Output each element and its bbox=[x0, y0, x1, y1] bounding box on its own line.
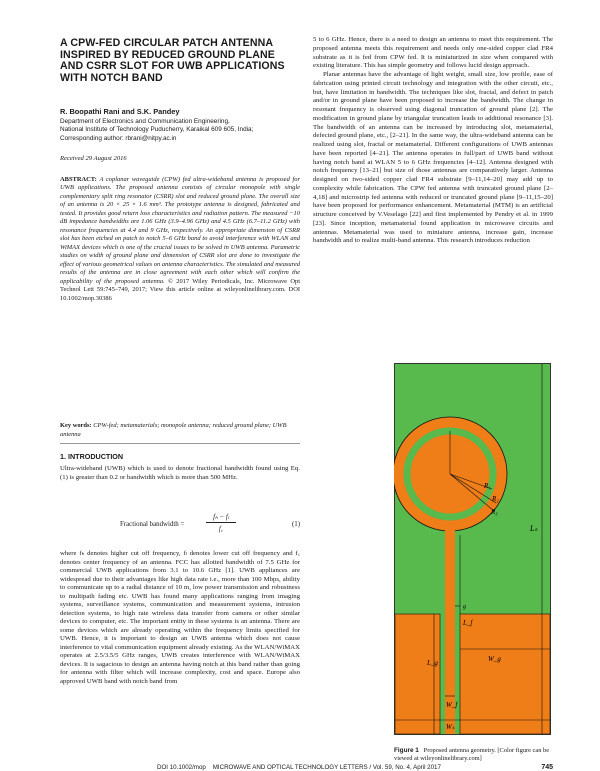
label-g: g bbox=[463, 604, 466, 610]
equation-numerator: fₕ − fₗ bbox=[206, 513, 236, 523]
figure-caption-label: Figure 1 bbox=[394, 747, 419, 754]
authors: R. Boopathi Rani and S.K. Pandey bbox=[60, 107, 180, 116]
label-ls: Lₛ bbox=[530, 524, 538, 533]
abstract bbox=[60, 176, 300, 303]
ground-plane-left bbox=[395, 614, 440, 734]
label-r1: R₁ bbox=[484, 482, 491, 490]
feed-line-bottom bbox=[445, 614, 455, 734]
footer-doi: DOI 10.1002/mop bbox=[157, 764, 206, 771]
section-heading-introduction: 1. INTRODUCTION bbox=[60, 452, 124, 461]
ground-plane-right bbox=[460, 614, 550, 734]
body-paragraph: 5 to 6 GHz. Hence, there is a need to design an antenna to meet this requirement. The proposed antenna meets this requirement and needs only one-sided copper clad FR4 substrate as it is fed from CPW fed. It is miniaturized in size when compared with existing literature. This has simple geometry and follows lucid design approach. bbox=[313, 36, 553, 70]
intro-paragraph: where fₕ denotes higher cut off frequency, fₗ denotes lower cut off frequency and f꜀ denotes center frequency of an antenna. FCC has allotted bandwidth of 7.5 GHz for commercial UWB applications from 3.1 to 10.6 GHz [1]. UWB appliances are widespread due to their advantages like high data rate i.e., more than 100 Mbps, ability to communicate up to a radial distance of 10 m, low power transmission and robustness to multipath fading etc. UWB has found many applications ranging from imaging systems, surveillance systems, communication and measurement systems, intrusion detection systems, to high rate wireless data transfer from camera or other similar devices to computer, etc. The important entity in these systems is an antenna. There are some devices which are already operating within the frequency limits specified for UWB. Hence, it is important to design an UWB antenna which does not cause interference to vital communication equipment already existing. As the WLAN/WiMAX operates at 2.5/3.5/5 GHz ranges, UWB creates interference with WLAN/WiMAX devices. It is sagacious to design an antenna having notch at this band rather than going for antenna with filter which will increase complexity, cost and space. Europe also approved UWB band with notch band from bbox=[60, 550, 300, 685]
equation-number: (1) bbox=[291, 521, 300, 528]
keywords-label: Key words: bbox=[60, 422, 92, 429]
footer-info bbox=[157, 764, 441, 771]
affiliation-line: National Institute of Technology Puducherry, Karaikal 609 605, India; bbox=[60, 126, 254, 134]
label-wf: W_f bbox=[446, 701, 458, 709]
label-r2: R₂ bbox=[492, 495, 499, 503]
corresponding-author: Corresponding author: rbrani@nitpy.ac.in bbox=[60, 134, 177, 142]
footer-journal: MICROWAVE AND OPTICAL TECHNOLOGY LETTERS / Vol. 59, No. 4, April 2017 bbox=[212, 764, 441, 771]
affiliation-line: Department of Electronics and Communication Engineering, bbox=[60, 118, 230, 125]
feed-line bbox=[445, 530, 455, 622]
intro-paragraph: Ultra-wideband (UWB) which is used to denote fractional bandwidth found using Eq. (1) is greater than 0.2 or bandwidth which is more than 500 MHz. bbox=[60, 465, 300, 481]
page-number: 745 bbox=[541, 764, 553, 771]
equation-denominator: f꜀ bbox=[218, 526, 224, 533]
right-column-text bbox=[313, 36, 553, 246]
section-divider bbox=[60, 443, 300, 444]
figure-caption bbox=[394, 747, 554, 763]
abstract-copyright: © 2017 Wiley Periodicals, Inc. Microwave Opt Technol Lett 59:745–749, 2017; View this article online at wileyonlinelibrary.com. DOI 10.1002/mop.30386 bbox=[60, 277, 301, 302]
abstract-label: ABSTRACT: bbox=[60, 176, 97, 183]
label-r3: R₃ bbox=[491, 508, 498, 516]
label-wg: W_g bbox=[488, 655, 501, 663]
abstract-text: A coplanar waveguide (CPW) fed ultra-wideband antenna is proposed for UWB applications. The proposed antenna consists of circular monopole with single complementary split ring resonator (CSRR) slot and reduced ground plane. The overall size of an antenna is 20 × 25 × 1.6 mm³. The prototype antenna is designed, fabricated and tested. It provides good return loss characteristics and radiation pattern. The measured −10 dB impedance bandwidths are 1.06 GHz (3.9–4.96 GHz) and 4.5 GHz (6.7–11.2 GHz) with resonance frequencies at 4.4 and 9 GHz, respectively. An appropriate dimension of CSRR slot has been etched on patch to notch 5–6 GHz band to avoid interference with WLAN and WiMAX devices which is one of the crucial issues to be solved in UWB antenna. Parametric studies on width of ground plane and dimension of CSRR slot are done to investigate the effect of various geometrical values on antenna characteristics. The simulated and measured results of the antenna are in close agreement with each other which will confirm the applicability of the proposed antenna. bbox=[60, 176, 301, 285]
affiliation bbox=[60, 118, 300, 143]
antenna-geometry-figure bbox=[394, 363, 551, 735]
keywords-text: CPW-fed; metamaterials; monopole antenna; reduced ground plane; UWB antenna bbox=[60, 422, 287, 438]
label-ws: Wₛ bbox=[446, 723, 455, 731]
equation-fractional-bandwidth bbox=[60, 513, 300, 541]
received-date: Received 29 August 2016 bbox=[60, 155, 127, 162]
equation-fraction bbox=[206, 513, 236, 534]
equation-label: Fractional bandwidth = bbox=[120, 521, 185, 528]
body-paragraph: Planar antennas have the advantage of light weight, small size, low profile, ease of fabrication using printed circuit technology and integration with the other circuit, etc., but, have limitation in bandwidth. The techniques like slot, fractal, and defect in patch and/or in ground plane have been proposed to increase the bandwidth. The change in resonant frequency is observed using diagonal truncation of ground plane [2]. The modification in ground plane by triangular truncation leads to additional resonance [3]. The bandwidth of an antenna can be increased by introducing slot, metamaterial, defected ground plane, etc., [2–21]. In the same way, the ultra-wideband antenna can be realized using slot, fractal or metamaterial. Different configurations of UWB antennas have been reported [4–21]. The antenna operates in full/part of UWB band without having notch band at WLAN 5 to 6 GHz frequencies [4–12]. Antenna designed with notch frequency [13–21] but size of those antennas are comparatively larger. Antenna designed on two-sided copper clad FR4 substrate [9–11,14–20] may add up to complexity while fabrication. The CPW fed antenna with truncated ground plane [2–4,18] and microstrip fed antenna with reduced or truncated ground plane [9–11,15–20] have been proposed for performance enhancement. Metamaterial (MTM) is an artificial structure conceived by V.Veselago [22] and first implemented by Pendry et al. in 1999 [23]. Since inception, metamaterial found application in microwave circuits and antennas. Metamaterial was used to miniature antenna, increase gain, increase bandwidth and to realize multi-band antenna. This research introduces reduction bbox=[313, 71, 553, 245]
label-lf: L_f bbox=[463, 619, 473, 627]
label-lg: L_g bbox=[427, 659, 438, 667]
figure-caption-text: Proposed antenna geometry. [Color figure can be viewed at wileyonlinelibrary.com] bbox=[394, 747, 550, 762]
keywords bbox=[60, 422, 300, 439]
article-title: A CPW-FED CIRCULAR PATCH ANTENNA INSPIRED BY REDUCED GROUND PLANE AND CSRR SLOT FOR UWB APPLICATIONS WITH NOTCH BAND bbox=[60, 37, 285, 84]
